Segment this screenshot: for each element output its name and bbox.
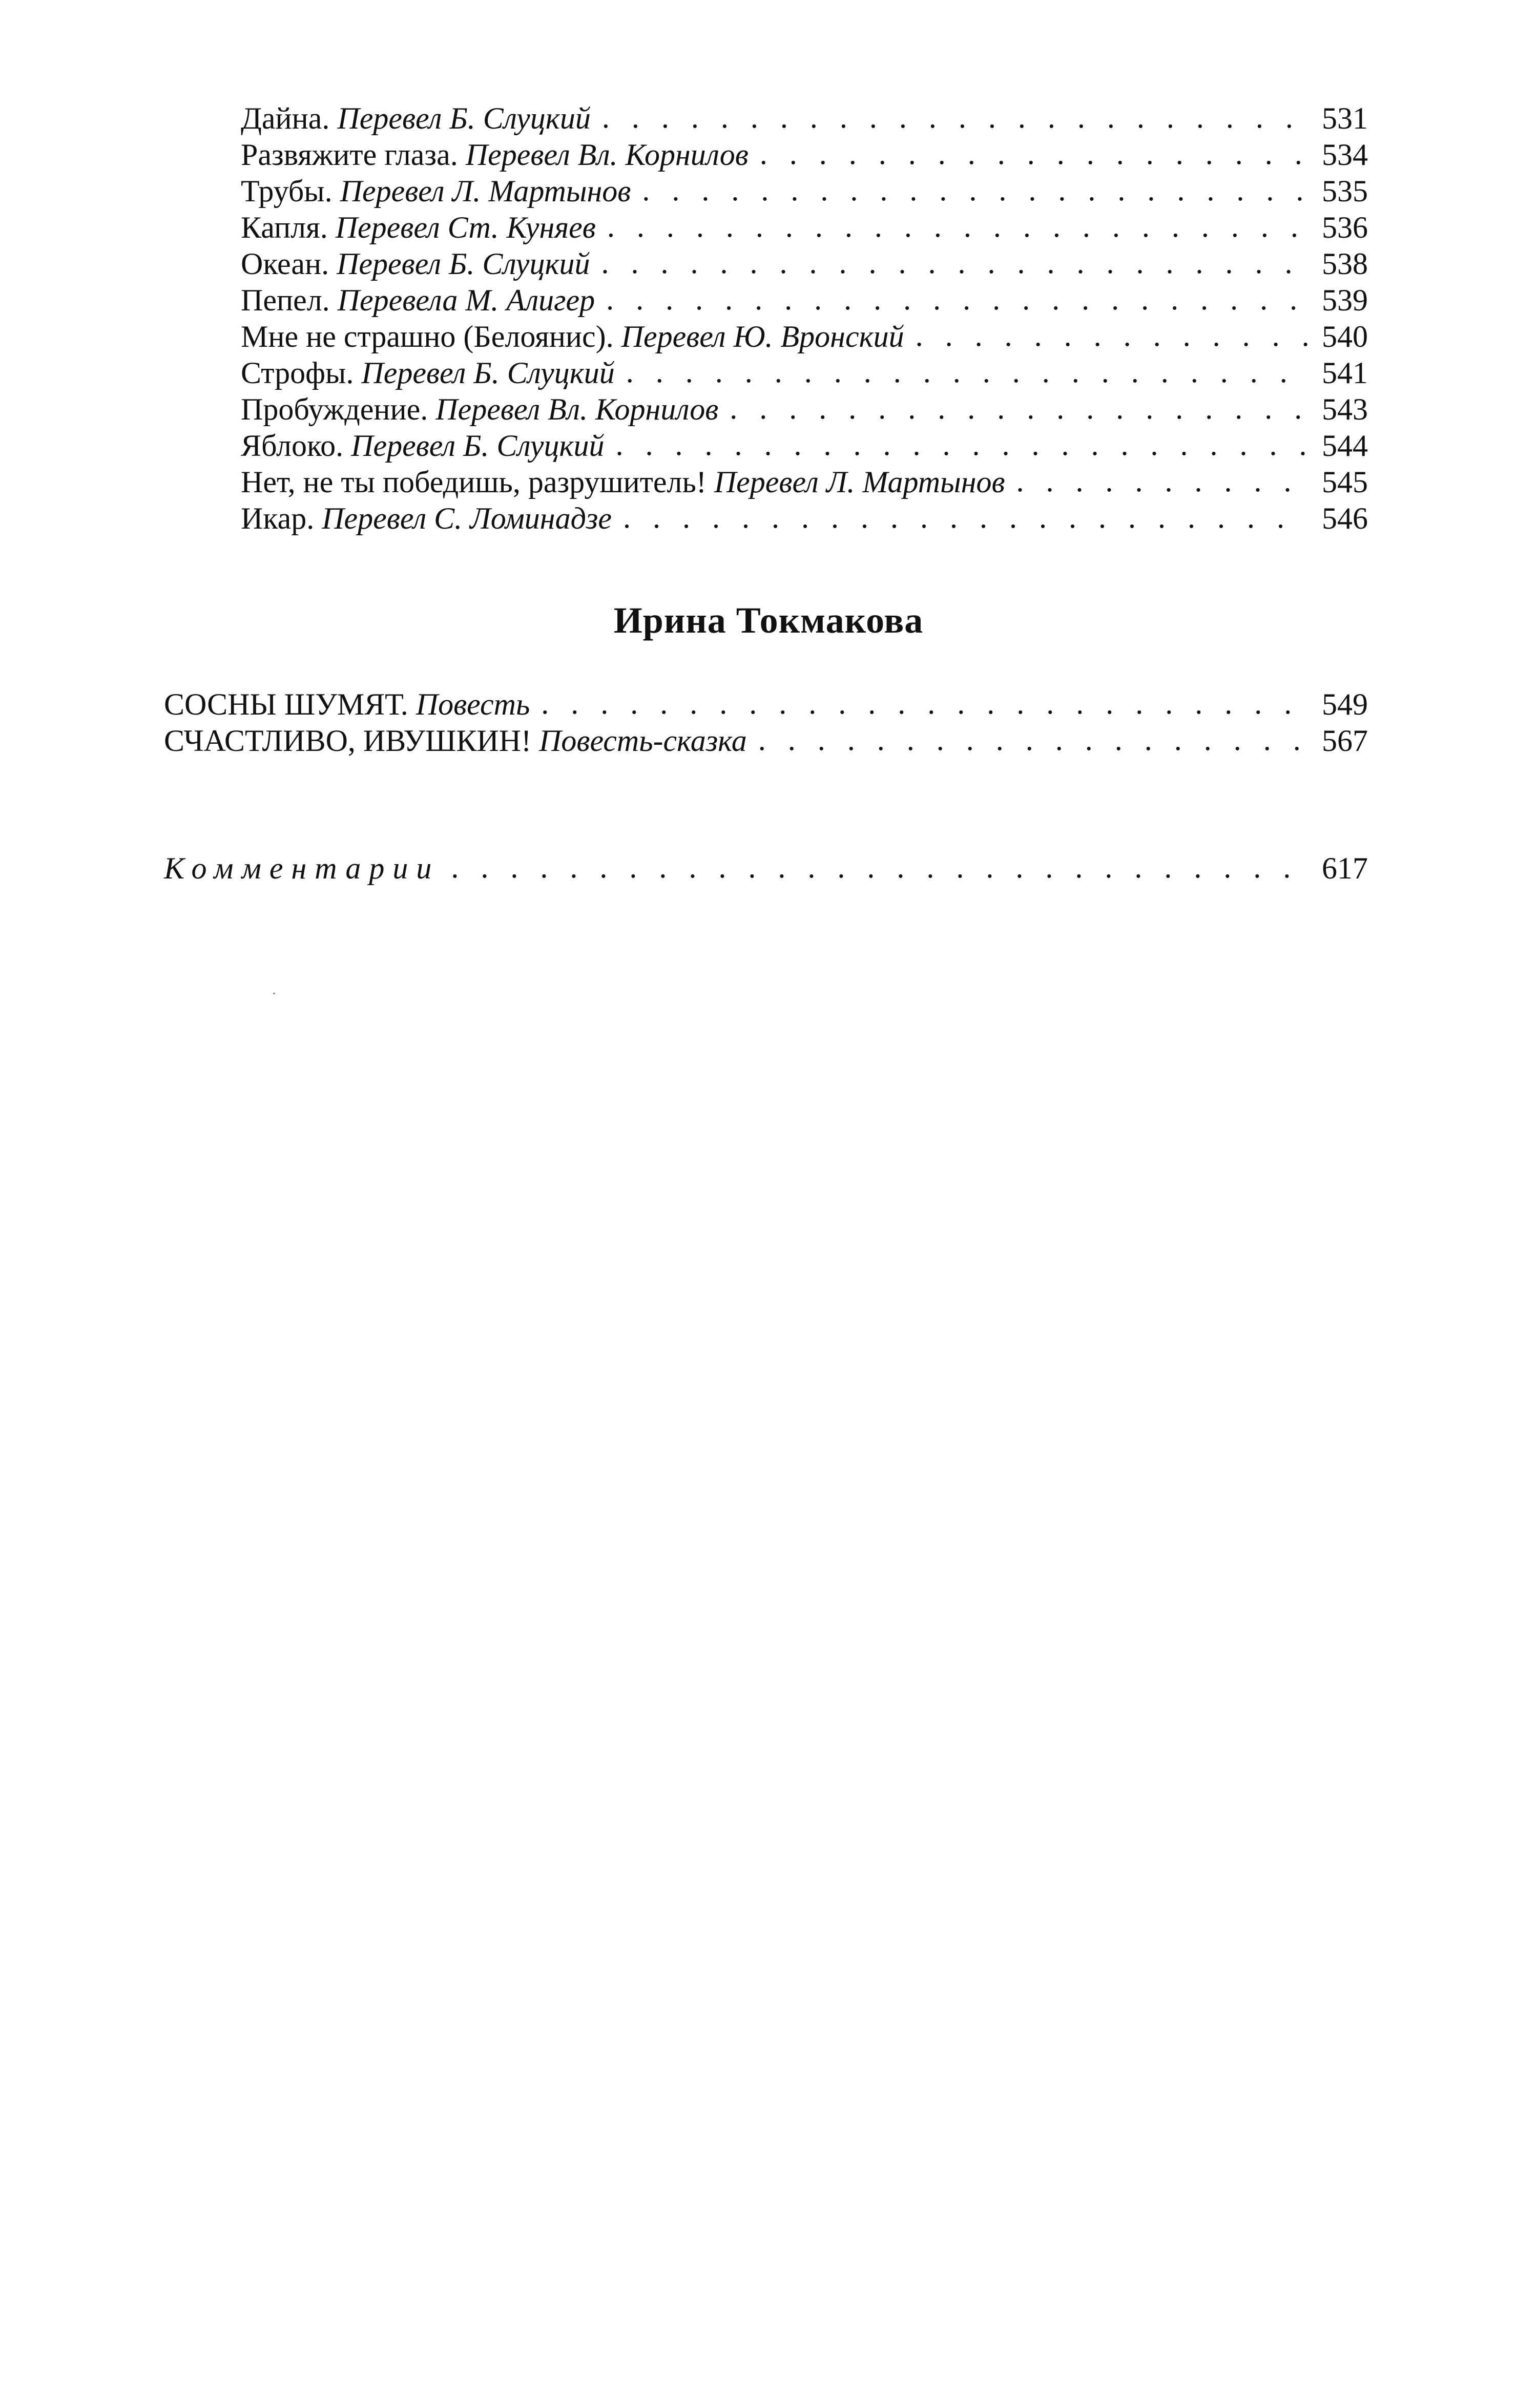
entry-page-number: 546: [1322, 501, 1368, 535]
dot-leader: [623, 499, 1307, 536]
entry-page-number: 536: [1322, 211, 1368, 244]
entry-translator: Перевел Б. Слуцкий: [351, 429, 605, 463]
entry-translator: Перевел Вл. Корнилов: [465, 138, 749, 172]
dot-leader: [607, 208, 1307, 245]
entry-page-number: 531: [1322, 101, 1368, 135]
entry-title: Океан. Перевел Б. Слуцкий: [241, 247, 590, 281]
entry-title: Икар. Перевел С. Ломинадзе: [241, 501, 612, 535]
toc-entry: [241, 500, 1368, 537]
entry-title: Дайна. Перевел Б. Слуцкий: [241, 101, 591, 135]
commentary-entry: [164, 850, 1368, 887]
dot-leader: [541, 685, 1307, 722]
entry-page-number: 534: [1322, 138, 1368, 172]
poems-list: [241, 100, 1368, 537]
toc-entry: [241, 246, 1368, 282]
toc-entry: [241, 282, 1368, 319]
entry-title: Мне не страшно (Белоянис). Перевел Ю. Вронский: [241, 320, 904, 353]
entry-genre: Повесть-сказка: [539, 724, 747, 758]
dot-leader: [601, 245, 1307, 281]
toc-entry: [241, 173, 1368, 210]
toc-entry: [241, 355, 1368, 391]
entry-title: Нет, не ты победишь, разрушитель! Перевел Л. Мартынов: [241, 465, 1005, 499]
dot-leader: [1016, 463, 1307, 499]
entry-title: Строфы. Перевел Б. Слуцкий: [241, 356, 615, 390]
entry-page-number: 535: [1322, 174, 1368, 208]
dot-leader: [602, 99, 1307, 136]
entry-title: СОСНЫ ШУМЯТ. Повесть: [164, 687, 530, 721]
toc-entry: [241, 464, 1368, 500]
entry-page-number: 540: [1322, 320, 1368, 353]
entry-page-number: 549: [1322, 687, 1368, 721]
entry-title: Трубы. Перевел Л. Мартынов: [241, 174, 631, 208]
works-list: [164, 686, 1368, 759]
dot-leader: [760, 136, 1307, 172]
entry-page-number: 617: [1322, 851, 1368, 885]
entry-translator: Перевел Л. Мартынов: [340, 174, 631, 208]
dot-leader: [626, 354, 1307, 390]
entry-page-number: 539: [1322, 283, 1368, 317]
entry-title: Пробуждение. Перевел Вл. Корнилов: [241, 392, 719, 426]
toc-entry: [164, 850, 1368, 887]
dot-leader: [606, 281, 1307, 318]
entry-page-number: 567: [1322, 724, 1368, 758]
entry-page-number: 543: [1322, 392, 1368, 426]
dot-leader: [758, 722, 1307, 758]
toc-entry: [164, 723, 1368, 759]
dot-leader: [642, 172, 1307, 208]
entry-title: Яблоко. Перевел Б. Слуцкий: [241, 429, 605, 463]
entry-page-number: 541: [1322, 356, 1368, 390]
entry-translator: Перевел Л. Мартынов: [714, 465, 1005, 499]
entry-page-number: 538: [1322, 247, 1368, 281]
toc-entry: [241, 100, 1368, 137]
dot-leader: [916, 318, 1307, 354]
entry-translator: Перевел Б. Слуцкий: [337, 247, 590, 281]
entry-translator: Перевел Вл. Корнилов: [435, 392, 719, 426]
entry-page-number: 545: [1322, 465, 1368, 499]
commentary-label: Комментарии: [164, 851, 440, 885]
toc-entry: [164, 686, 1368, 723]
toc-entry: [241, 137, 1368, 173]
entry-translator: Перевел С. Ломинадзе: [322, 501, 612, 535]
print-speck: [273, 993, 275, 994]
toc-entry: [241, 391, 1368, 428]
entry-title: Капля. Перевел Ст. Куняев: [241, 211, 596, 244]
entry-title: Развяжите глаза. Перевел Вл. Корнилов: [241, 138, 749, 172]
author-heading: Ирина Токмакова: [613, 600, 924, 641]
entry-translator: Перевел Ст. Куняев: [335, 211, 596, 244]
entry-title: СЧАСТЛИВО, ИВУШКИН! Повесть-сказка: [164, 724, 747, 758]
entry-title: Пепел. Перевела М. Алигер: [241, 283, 595, 317]
entry-page-number: 544: [1322, 429, 1368, 463]
dot-leader: [616, 427, 1307, 463]
toc-entry: [241, 210, 1368, 246]
toc-entry: [241, 319, 1368, 355]
entry-translator: Перевел Б. Слуцкий: [361, 356, 615, 390]
entry-translator: Перевел Ю. Вронский: [621, 320, 904, 353]
dot-leader: [730, 390, 1307, 427]
toc-entry: [241, 428, 1368, 464]
entry-translator: Перевел Б. Слуцкий: [337, 101, 591, 135]
dot-leader: [451, 849, 1307, 886]
entry-genre: Повесть: [416, 687, 530, 721]
entry-translator: Перевела М. Алигер: [337, 283, 595, 317]
